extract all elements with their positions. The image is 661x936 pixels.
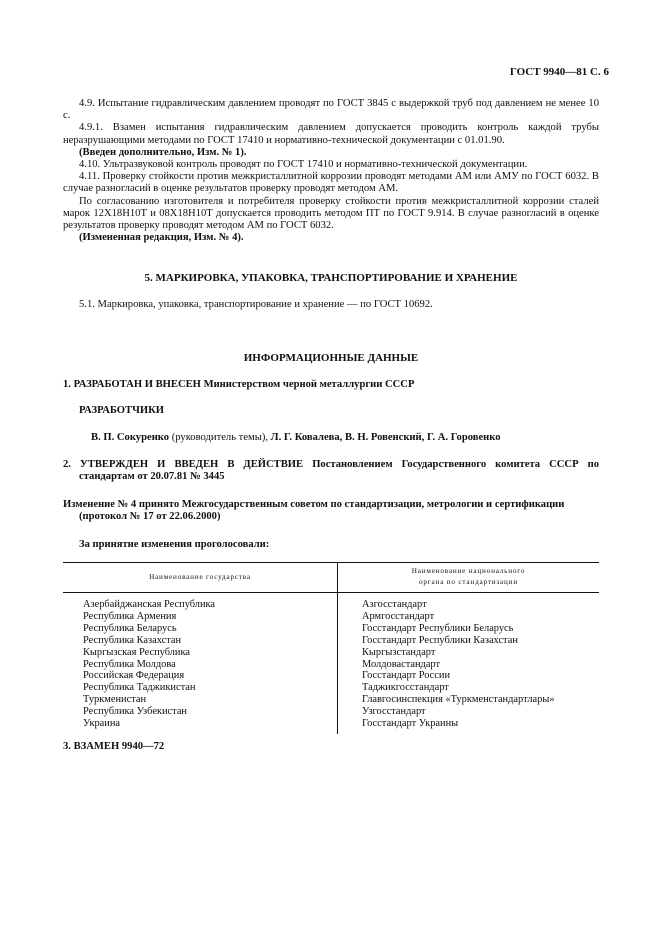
change-4-line2: (протокол № 17 от 22.06.2000) — [79, 511, 221, 523]
table-cell-state: Республика Таджикистан — [83, 682, 196, 694]
change-4-line1: Изменение № 4 принято Межгосударственным советом по стандартизации, метрологии и сертификации — [63, 499, 565, 510]
table-cell-state: Республика Казахстан — [83, 634, 182, 646]
table-body-row — [63, 593, 599, 734]
table-cell-state: Украина — [83, 718, 121, 730]
voted-label: За принятие изменения проголосовали: — [79, 539, 270, 550]
table-cell-state: Республика Молдова — [83, 658, 176, 670]
paragraph-4-9-1: 4.9.1. Взамен испытания гидравлическим давлением допускается проводить контроль каждой трубы неразрушающими методами по ГОСТ 17410 и нормативно-технической документации с 01.01.90. — [63, 122, 599, 146]
column-header-body-line1: Наименование национального — [411, 567, 526, 575]
paragraph-4-11: 4.11. Проверку стойкости против межкристаллитной коррозии проводят методами АМ или АМУ по ГОСТ 6032. В случае разногласий в оценке результатов проверку проводят методом АМ. — [63, 171, 599, 195]
table-cell-state: Российская Федерация — [83, 670, 185, 682]
table-cell-state: Кыргызская Республика — [83, 646, 190, 658]
developer-lead-name: В. П. Сокуренко — [91, 432, 170, 443]
section-5-heading: 5. МАРКИРОВКА, УПАКОВКА, ТРАНСПОРТИРОВАНИЕ И ХРАНЕНИЕ — [144, 272, 518, 284]
table-cell-state: Республика Узбекистан — [83, 706, 187, 718]
paragraph-5-1: 5.1. Маркировка, упаковка, транспортирование и хранение — по ГОСТ 10692. — [79, 299, 433, 310]
table-cell-state: Туркменистан — [83, 694, 147, 706]
paragraph-4-11-agreement: По согласованию изготовителя и потребителя проверку стойкости против межкристаллитной коррозии сталей марок 12Х18Н10Т и 08Х18Н10Т допускается проводить методом ПТ по ГОСТ 9.914. В случае разногласий в оценке результатов проверку проводят методом АМ по ГОСТ 6032. — [63, 195, 599, 232]
table-cell-body: Кыргызстандарт — [362, 646, 436, 658]
voting-table — [63, 562, 599, 734]
column-header-body — [338, 563, 600, 593]
table-cell-body: Узгосстандарт — [362, 706, 426, 718]
info-item-2-line1 — [63, 459, 599, 471]
info-item-2-text: Постановлением Государственного комитета СССР по — [312, 459, 600, 470]
clause-5-1 — [63, 299, 599, 311]
paragraph-4-9: 4.9. Испытание гидравлическим давлением проводят по ГОСТ 3845 с выдержкой труб под давлением не менее 10 с. — [63, 98, 599, 122]
table-cell-body: Армгосстандарт — [362, 610, 435, 622]
paragraph-4-10: 4.10. Ультразвуковой контроль проводят по ГОСТ 17410 и нормативно-технической документации. — [79, 159, 528, 171]
table-cell-body: Главгосинспекция «Туркменстандартлары» — [362, 694, 555, 706]
info-data-heading: ИНФОРМАЦИОННЫЕ ДАННЫЕ — [243, 352, 419, 364]
state-column — [63, 593, 338, 734]
note-change-1: (Введен дополнительно, Изм. № 1). — [79, 146, 247, 158]
info-item-2-label: 2. УТВЕРЖДЕН И ВВЕДЕН В ДЕЙСТВИЕ — [63, 459, 304, 470]
table-cell-body: Госстандарт России — [362, 670, 451, 682]
table-cell-state: Республика Армения — [83, 610, 177, 622]
body-column — [338, 593, 600, 734]
info-item-3: 3. ВЗАМЕН 9940—72 — [63, 741, 165, 752]
column-header-state: Наименование государства — [63, 563, 338, 593]
table-cell-state: Республика Беларусь — [83, 622, 177, 634]
table-cell-body: Госстандарт Украины — [362, 718, 459, 730]
change-4-note — [63, 499, 599, 523]
table-cell-body: Госстандарт Республики Беларусь — [362, 622, 514, 634]
info-item-1-label: 1. РАЗРАБОТАН И ВНЕСЕН — [63, 379, 201, 390]
table-cell-body: Таджикгосстандарт — [362, 682, 449, 694]
table-cell-body: Госстандарт Республики Казахстан — [362, 634, 518, 646]
table-cell-body: Молдовастандарт — [362, 658, 441, 670]
developers-list — [91, 432, 501, 444]
page-header: ГОСТ 9940—81 С. 6 — [509, 66, 609, 78]
column-header-body-line2: органа по стандартизации — [419, 578, 518, 586]
developers-label: РАЗРАБОТЧИКИ — [79, 405, 165, 416]
info-item-2-line2: стандартам от 20.07.81 № 3445 — [79, 471, 225, 483]
table-cell-state: Азербайджанская Республика — [83, 599, 216, 610]
info-item-1 — [63, 379, 414, 391]
developer-names: Л. Г. Ковалева, В. Н. Ровенский, Г. А. Горовенко — [270, 432, 501, 443]
note-change-4: (Измененная редакция, Изм. № 4). — [79, 232, 244, 244]
info-item-1-text: Министерством черной металлургии СССР — [203, 379, 415, 390]
developer-lead-role: (руководитель темы), — [171, 432, 269, 443]
clause-4-9 — [63, 98, 599, 244]
table-cell-body: Азгосстандарт — [362, 599, 427, 610]
info-item-2 — [63, 459, 599, 483]
table-header-row — [63, 563, 599, 593]
